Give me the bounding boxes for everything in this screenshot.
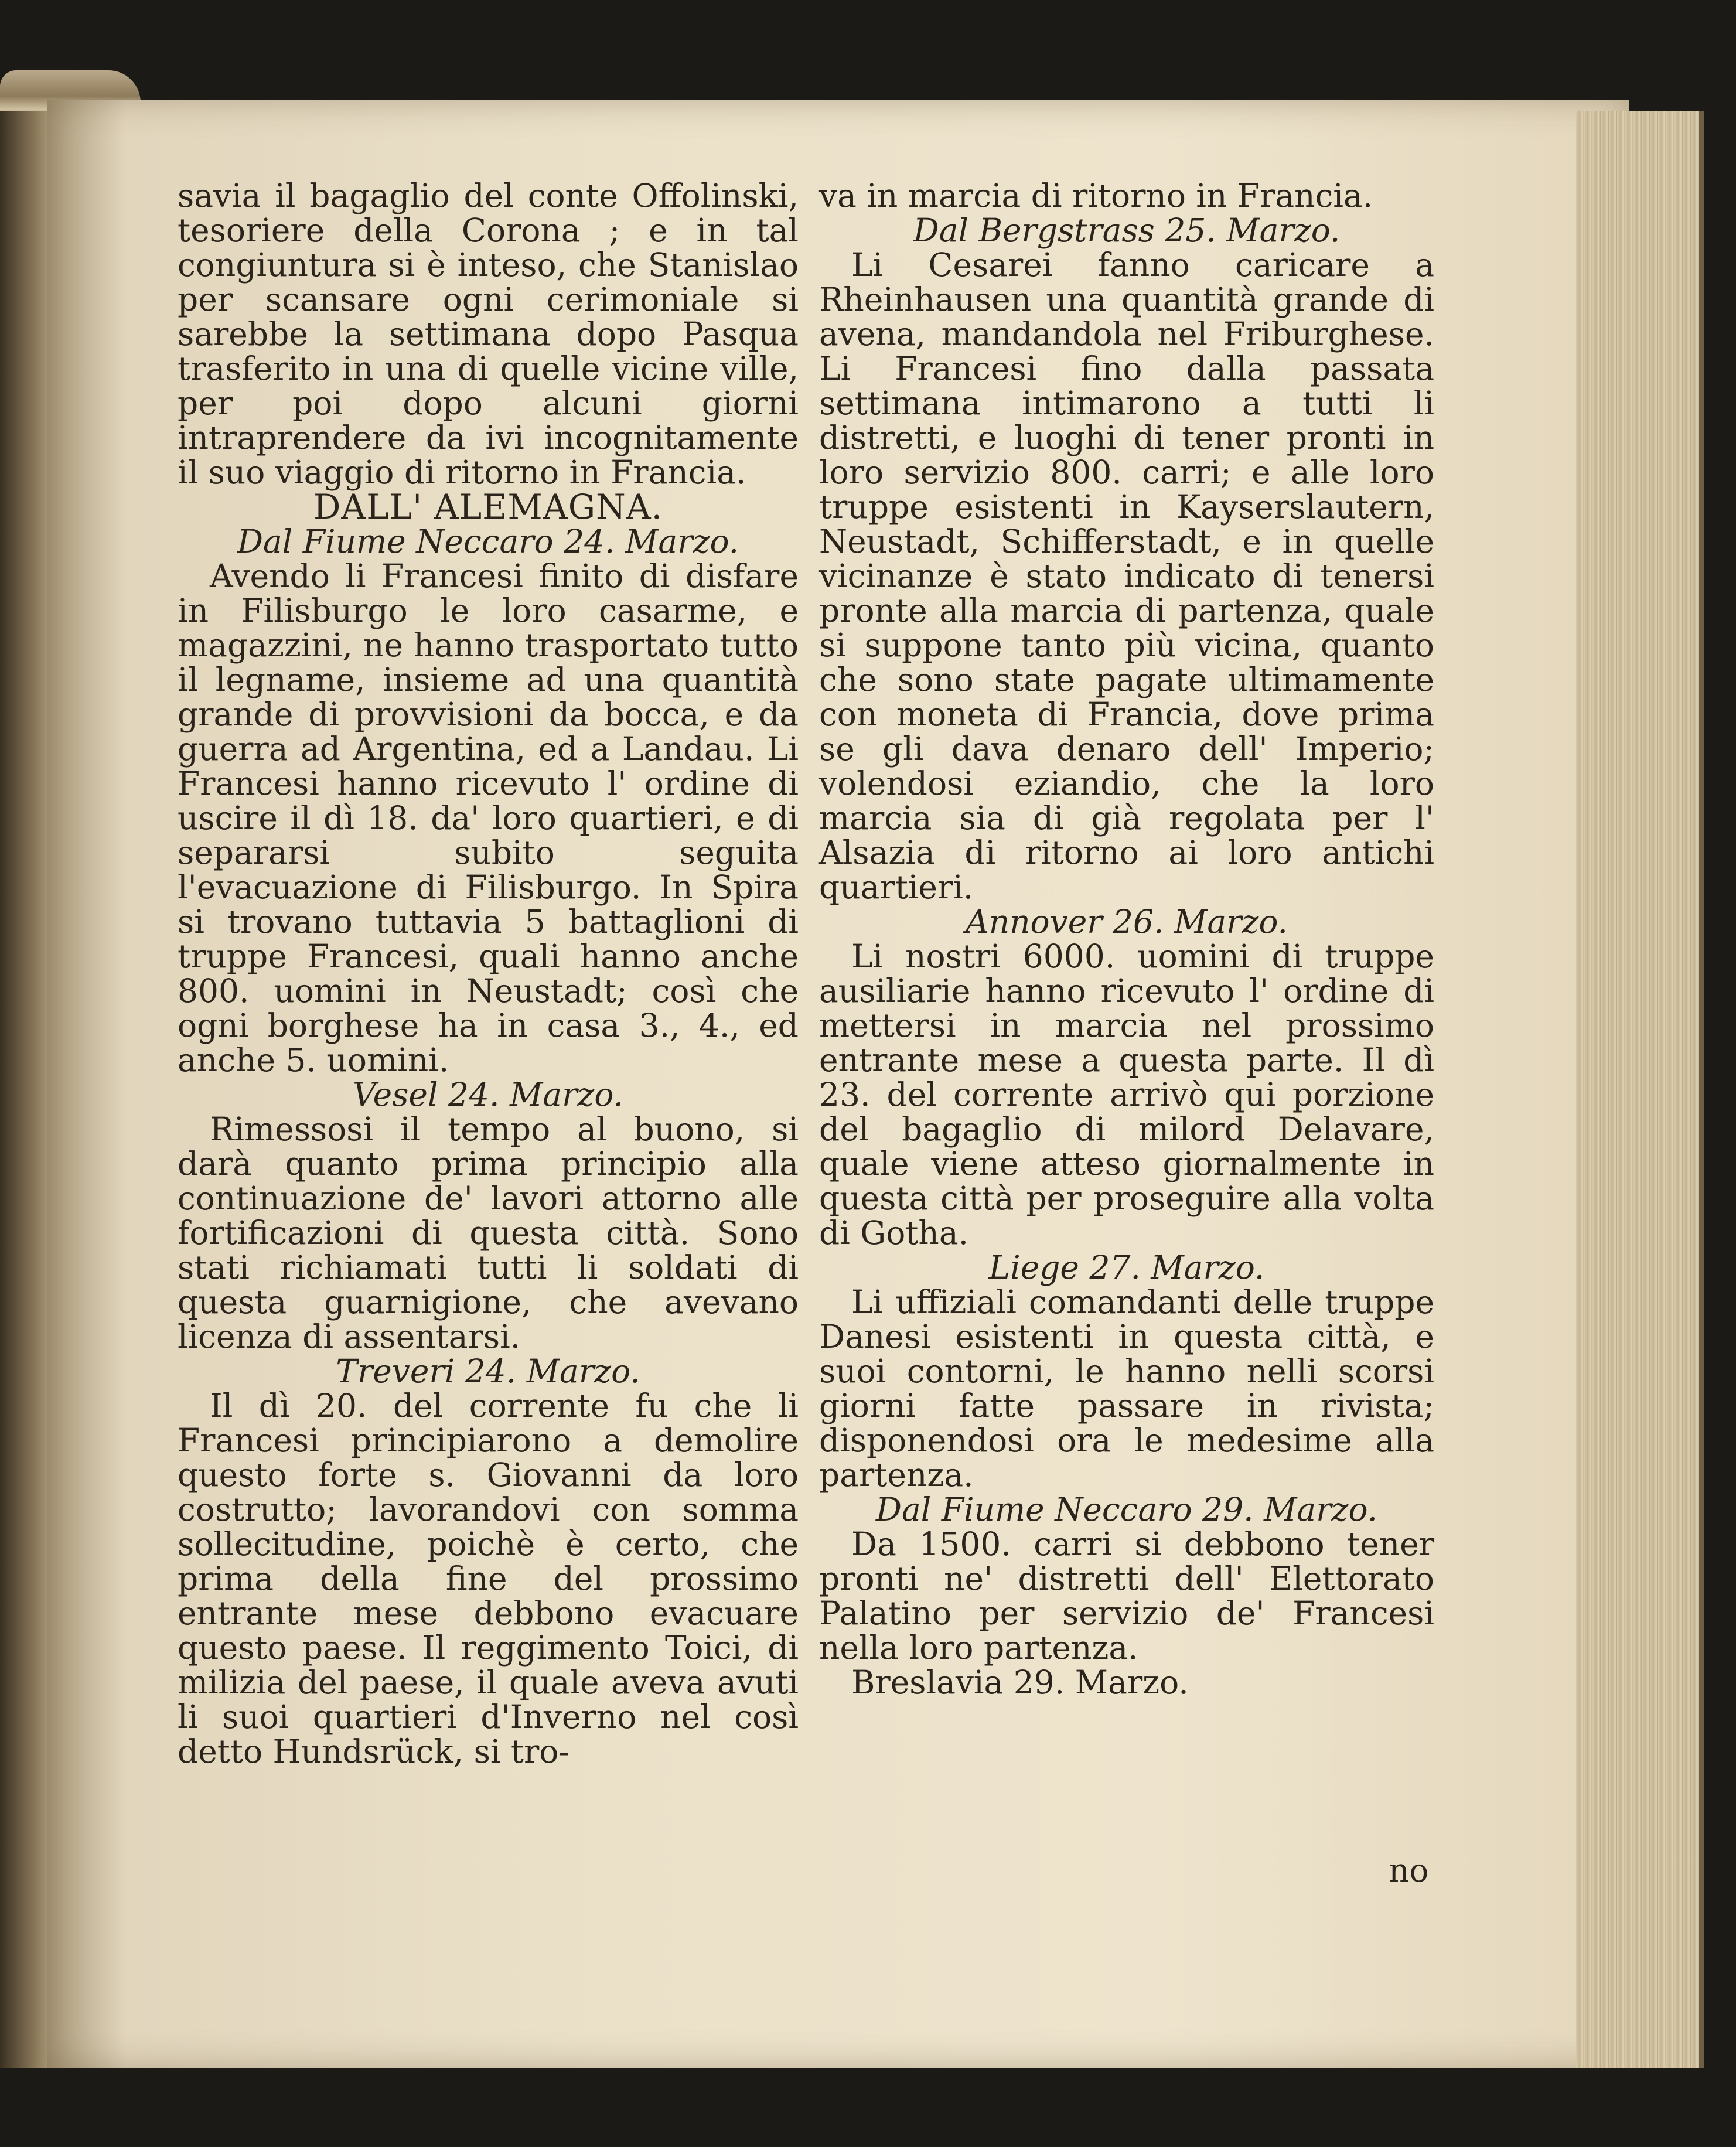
news-paragraph: Breslavia 29. Marzo.	[851, 1664, 1189, 1701]
dateline: Dal Fiume Neccaro 24. Marzo.	[237, 523, 739, 560]
news-paragraph: Rimessosi il tempo al buono, si darà quanto prima principio alla continuazione de' lavori attorno alle fortificazioni di questa città. Sono stati richiamati tutti li soldati di questa guarnigione, che avevano licenza di assentarsi.	[178, 1110, 799, 1355]
dateline: Annover 26. Marzo.	[965, 903, 1288, 940]
catchword: no	[1389, 1852, 1429, 1889]
right-text: va in marcia di ritorno in Francia.	[819, 177, 1373, 214]
dateline: Vesel 24. Marzo.	[352, 1076, 624, 1113]
left-text: savia il bagaglio del conte Offolinski, tesoriere della Corona ; e in tal congiuntura si è inteso, che Stanislao per scansare ogni cerimoniale si sarebbe la settimana dopo Pasqua trasferito in una di quelle vicine ville, per poi dopo alcuni giorni intraprendere da ivi incognitamente il suo viaggio di ritorno in Francia.	[178, 177, 799, 491]
dateline: Treveri 24. Marzo.	[336, 1352, 640, 1390]
right-text-column	[819, 179, 1434, 1700]
dateline: Dal Fiume Neccaro 29. Marzo.	[875, 1491, 1378, 1528]
news-paragraph: Li uffiziali comandanti delle truppe Danesi esistenti in questa città, e suoi contorni, le hanno nelli scorsi giorni fatte passare in rivista; disponendosi ora le medesime alla partenza.	[819, 1283, 1434, 1494]
news-paragraph: Li Cesarei fanno caricare a Rheinhausen una quantità grande di avena, mandandola nel Friburghese. Li Francesi fino dalla passata settimana intimarono a tutti li distretti, e luoghi di tener pronti in loro servizio 800. carri; e alle loro truppe esistenti in Kayserslautern, Neustadt, Schifferstadt, e in quelle vicinanze è stato indicato di tenersi pronte alla marcia di partenza, quale si suppone tanto più vicina, quanto che sono state pagate ultimamente con moneta di Francia, dove prima se gli dava denaro dell' Imperio; volendosi eziandio, che la loro marcia sia di già regolata per l' Alsazia di ritorno ai loro antichi quartieri.	[819, 246, 1434, 906]
dateline: Liege 27. Marzo.	[988, 1249, 1265, 1286]
news-paragraph: Avendo li Francesi finito di disfare in Filisburgo le loro casarme, e magazzini, ne hanno trasportato tutto il legname, insieme ad una quantità grande di provvisioni da bocca, e da guerra ad Argentina, ed a Landau. Li Francesi hanno ricevuto l' ordine di uscire il dì 18. da' loro quartieri, e di separarsi subito seguita l'evacuazione di Filisburgo. In Spira si trovano tuttavia 5 battaglioni di truppe Francesi, quali hanno anche 800. uomini in Neustadt; così che ogni borghese ha in casa 3., 4., ed anche 5. uomini.	[178, 557, 799, 1079]
section-heading: DALL' ALEMAGNA.	[313, 487, 663, 527]
news-paragraph: Li nostri 6000. uomini di truppe ausiliarie hanno ricevuto l' ordine di mettersi in marcia nel prossimo entrante mese a questa parte. Il dì 23. del corrente arrivò qui porzione del bagaglio di milord Delavare, quale viene atteso giornalmente in questa città per proseguire alla volta di Gotha.	[819, 938, 1434, 1252]
news-paragraph: Da 1500. carri si debbono tener pronti ne' distretti dell' Elettorato Palatino per servizio de' Francesi nella loro partenza.	[819, 1525, 1434, 1667]
dateline: Dal Bergstrass 25. Marzo.	[913, 212, 1341, 249]
left-text-column	[178, 179, 799, 1769]
news-paragraph: Il dì 20. del corrente fu che li Francesi principiarono a demolire questo forte s. Giovanni da loro costrutto; lavorandovi con somma sollecitudine, poichè è certo, che prima della fine del prossimo entrante mese debbono evacuare questo paese. Il reggimento Toici, di milizia del paese, il quale aveva avuti li suoi quartieri d'Inverno nel così detto Hundsrück, si tro-	[178, 1387, 799, 1770]
page-fore-edge	[1576, 111, 1704, 2068]
